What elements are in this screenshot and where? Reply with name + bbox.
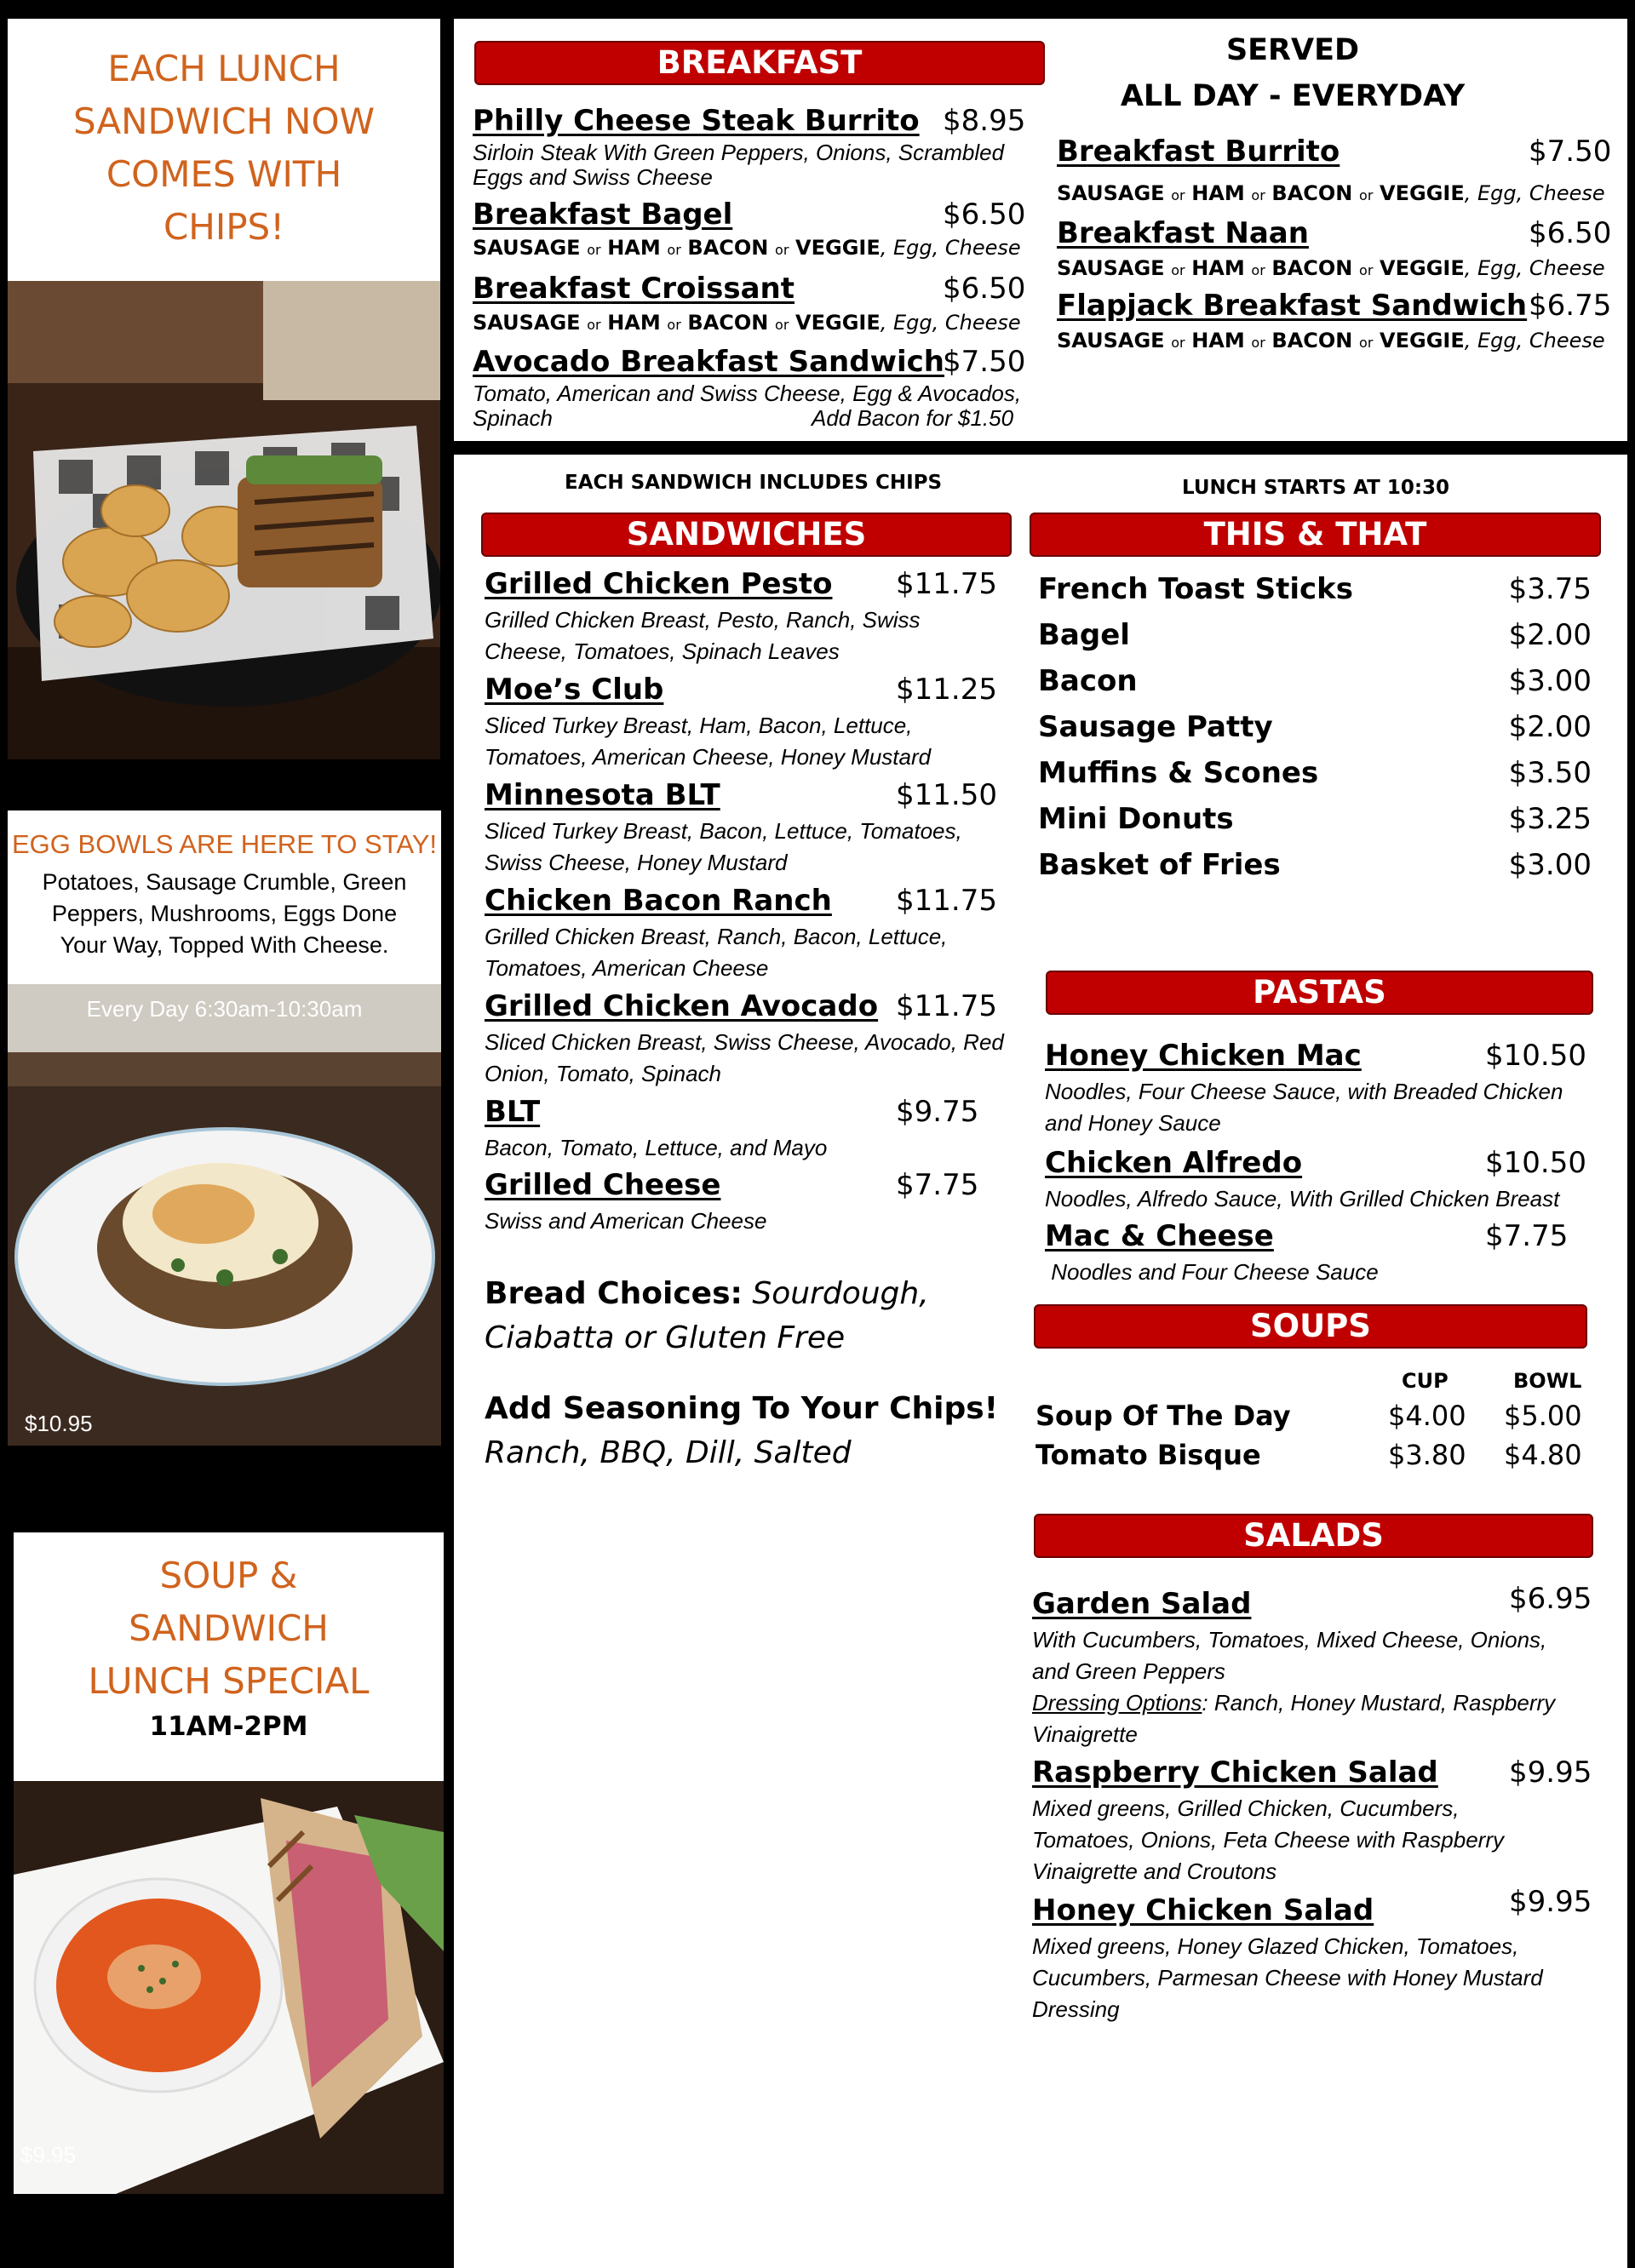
item-options: SAUSAGE or HAM or BACON or VEGGIE, Egg, Cheese: [473, 236, 1021, 260]
item-name: Chicken Bacon Ranch: [485, 884, 832, 918]
item-desc: Swiss and American Cheese: [485, 1208, 767, 1234]
menu-item: [485, 673, 1030, 778]
item-price: $9.95: [1509, 1755, 1592, 1790]
item-name: Moe’s Club: [485, 673, 664, 707]
item-desc: Tomato, American and Swiss Cheese, Egg & Avocados, Spinach Add Bacon for $1.50: [473, 381, 1022, 431]
item-desc: Noodles, Four Cheese Sauce, with Breaded Chicken and Honey Sauce: [1045, 1079, 1563, 1136]
soup-row: Tomato Bisque $3.80 $4.80: [1036, 1439, 1582, 1471]
item-desc: Noodles, Alfredo Sauce, With Grilled Chicken Breast: [1045, 1186, 1560, 1211]
item-name: Raspberry Chicken Salad: [1032, 1755, 1438, 1790]
bowl-label: BOWL: [1513, 1369, 1582, 1393]
item-desc: Sliced Chicken Breast, Swiss Cheese, Avocado, Red Onion, Tomato, Spinach: [485, 1029, 1004, 1086]
soups-header: SOUPS: [1034, 1304, 1587, 1349]
soups-table: [1036, 1369, 1580, 1478]
item-desc: Grilled Chicken Breast, Ranch, Bacon, Lettuce, Tomatoes, American Cheese: [485, 924, 948, 981]
item-name: Breakfast Naan: [1057, 216, 1309, 250]
item-price: $7.75: [1485, 1219, 1569, 1253]
served-all-day: SERVED ALL DAY - EVERYDAY: [1120, 33, 1466, 113]
item-desc: Sliced Turkey Breast, Ham, Bacon, Lettuce, Tomatoes, American Cheese, Honey Mustard: [485, 713, 932, 770]
item-name: Breakfast Burrito: [1057, 135, 1340, 169]
item-name: Breakfast Croissant: [473, 272, 795, 306]
item-desc: Mixed greens, Honey Glazed Chicken, Tomatoes, Cucumbers, Parmesan Cheese with Honey Mustard Dressing: [1032, 1933, 1543, 2022]
item-name: Breakfast Bagel: [473, 198, 733, 232]
menu-item: [1045, 1219, 1607, 1292]
menu-item: Sausage Patty $2.00: [1038, 710, 1592, 744]
soup-sandwich-panel: [14, 1532, 444, 2194]
menu-item: [1045, 1146, 1607, 1219]
item-desc: Grilled Chicken Breast, Pesto, Ranch, Swiss Cheese, Tomatoes, Spinach Leaves: [485, 607, 921, 664]
breakfast-panel: [454, 19, 1627, 441]
lunch-starts-note: LUNCH STARTS AT 10:30: [1182, 477, 1450, 499]
item-price: $6.50: [1529, 216, 1612, 250]
item-name: Grilled Cheese: [485, 1168, 721, 1202]
menu-item: [485, 989, 1030, 1095]
dressing-options-label: Dressing Options: [1032, 1690, 1202, 1715]
item-price: $9.95: [1509, 1885, 1592, 1919]
item-price: $6.50: [943, 272, 1026, 306]
menu-item: [1032, 1755, 1611, 1893]
item-options: SAUSAGE or HAM or BACON or VEGGIE, Egg, Cheese: [1057, 256, 1605, 280]
cup-label: CUP: [1402, 1369, 1449, 1393]
item-name: Avocado Breakfast Sandwich: [473, 345, 945, 379]
item-desc: Bacon, Tomato, Lettuce, and Mayo: [485, 1135, 828, 1160]
item-price: $11.75: [896, 884, 997, 918]
item-price: $9.75: [896, 1095, 979, 1129]
soups-col-headers: [1036, 1369, 1580, 1400]
egg-bowl-photo: [8, 984, 441, 1446]
menu-item: French Toast Sticks $3.75: [1038, 572, 1592, 606]
item-options: SAUSAGE or HAM or BACON or VEGGIE, Egg, Cheese: [473, 311, 1021, 335]
breakfast-header: BREAKFAST: [474, 41, 1045, 85]
menu-item: [485, 778, 1030, 884]
this-that-list: [1038, 572, 1592, 894]
sandwiches-header: SANDWICHES: [481, 513, 1012, 557]
menu-item: Basket of Fries $3.00: [1038, 848, 1592, 882]
item-options: SAUSAGE or HAM or BACON or VEGGIE, Egg, Cheese: [1057, 329, 1605, 352]
soup-row: Soup Of The Day $4.00 $5.00: [1036, 1400, 1582, 1432]
soup-sandwich-photo: [14, 1781, 444, 2194]
item-desc: With Cucumbers, Tomatoes, Mixed Cheese, Onions, and Green Peppers Dressing Options: Ranch, Honey Mustard, Raspberry Vinaigrette: [1032, 1627, 1556, 1747]
item-price: $6.50: [943, 198, 1026, 232]
menu-item: [1032, 1885, 1611, 2031]
item-price: $10.50: [1485, 1146, 1586, 1180]
chip-seasoning: Add Seasoning To Your Chips! Ranch, BBQ, Dill, Salted: [485, 1391, 999, 1470]
item-price: $10.50: [1485, 1039, 1586, 1073]
item-desc: Sliced Turkey Breast, Bacon, Lettuce, Tomatoes, Swiss Cheese, Honey Mustard: [485, 818, 962, 875]
egg-bowls-desc: Potatoes, Sausage Crumble, Green Peppers, Mushrooms, Eggs Done Your Way, Topped With Cheese.: [42, 869, 407, 958]
item-price: $11.75: [896, 989, 997, 1023]
soup-special-hours: 11AM-2PM: [149, 1711, 308, 1742]
menu-item: [1045, 1039, 1607, 1146]
menu-item: [1032, 1582, 1611, 1755]
pastas-header: PASTAS: [1046, 971, 1593, 1015]
item-name: Honey Chicken Mac: [1045, 1039, 1362, 1073]
item-desc: Sirloin Steak With Green Peppers, Onions, Scrambled Eggs and Swiss Cheese: [473, 140, 1005, 190]
item-price: $7.50: [943, 345, 1026, 379]
salads-list: [1032, 1582, 1611, 2031]
item-name: Garden Salad: [1032, 1587, 1252, 1621]
egg-bowls-price: $10.95: [25, 1411, 93, 1436]
sandwich-chips-photo: [8, 281, 440, 759]
add-bacon-note: Add Bacon for $1.50: [812, 405, 1014, 431]
lunch-panel: [454, 455, 1627, 2268]
item-price: $8.95: [943, 104, 1026, 138]
salads-header: SALADS: [1034, 1514, 1593, 1558]
menu-item: [485, 1168, 1030, 1241]
item-desc: Noodles and Four Cheese Sauce: [1045, 1259, 1379, 1285]
chips-included-note: EACH SANDWICH INCLUDES CHIPS: [565, 472, 943, 494]
item-price: $11.50: [896, 778, 997, 812]
item-price: $6.95: [1509, 1582, 1592, 1616]
pastas-list: [1045, 1039, 1607, 1292]
item-name: Grilled Chicken Pesto: [485, 567, 833, 601]
item-price: $11.25: [896, 673, 997, 707]
item-price: $7.75: [896, 1168, 979, 1202]
chips-promo-panel: [8, 19, 440, 759]
item-desc: Mixed greens, Grilled Chicken, Cucumbers, Tomatoes, Onions, Feta Cheese with Raspberry Vinaigrette and Croutons: [1032, 1796, 1504, 1884]
egg-bowls-title: EGG BOWLS ARE HERE TO STAY!: [12, 829, 437, 859]
soup-special-price: $9.95: [20, 2142, 77, 2168]
menu-item: Mini Donuts $3.25: [1038, 802, 1592, 836]
item-name: Flapjack Breakfast Sandwich: [1057, 289, 1528, 323]
menu-item: Bacon $3.00: [1038, 664, 1592, 698]
item-price: $7.50: [1529, 135, 1612, 169]
menu-item: Bagel $2.00: [1038, 618, 1592, 652]
menu-item: [485, 884, 1030, 989]
menu-item: [485, 1095, 1030, 1168]
item-name: Mac & Cheese: [1045, 1219, 1274, 1253]
item-name: Minnesota BLT: [485, 778, 720, 812]
egg-bowls-hours: Every Day 6:30am-10:30am: [86, 996, 363, 1022]
item-name: Grilled Chicken Avocado: [485, 989, 879, 1023]
chips-promo-text: EACH LUNCH SANDWICH NOW COMES WITH CHIPS!: [72, 48, 376, 248]
item-price: $6.75: [1529, 289, 1612, 323]
sandwiches-list: [485, 567, 1030, 1241]
item-price: $11.75: [896, 567, 997, 601]
menu-item: Muffins & Scones $3.50: [1038, 756, 1592, 790]
item-name: Chicken Alfredo: [1045, 1146, 1303, 1180]
egg-bowls-panel: [8, 810, 441, 1446]
bread-choices: Bread Choices: Sourdough, Ciabatta or Gluten Free: [485, 1276, 929, 1355]
item-options: SAUSAGE or HAM or BACON or VEGGIE, Egg, Cheese: [1057, 181, 1605, 205]
menu-item: [485, 567, 1030, 673]
this-that-header: THIS & THAT: [1030, 513, 1601, 557]
item-name: Philly Cheese Steak Burrito: [473, 104, 920, 138]
item-name: Honey Chicken Salad: [1032, 1893, 1374, 1927]
item-name: BLT: [485, 1095, 541, 1129]
soup-special-title: SOUP & SANDWICH LUNCH SPECIAL: [88, 1555, 370, 1702]
